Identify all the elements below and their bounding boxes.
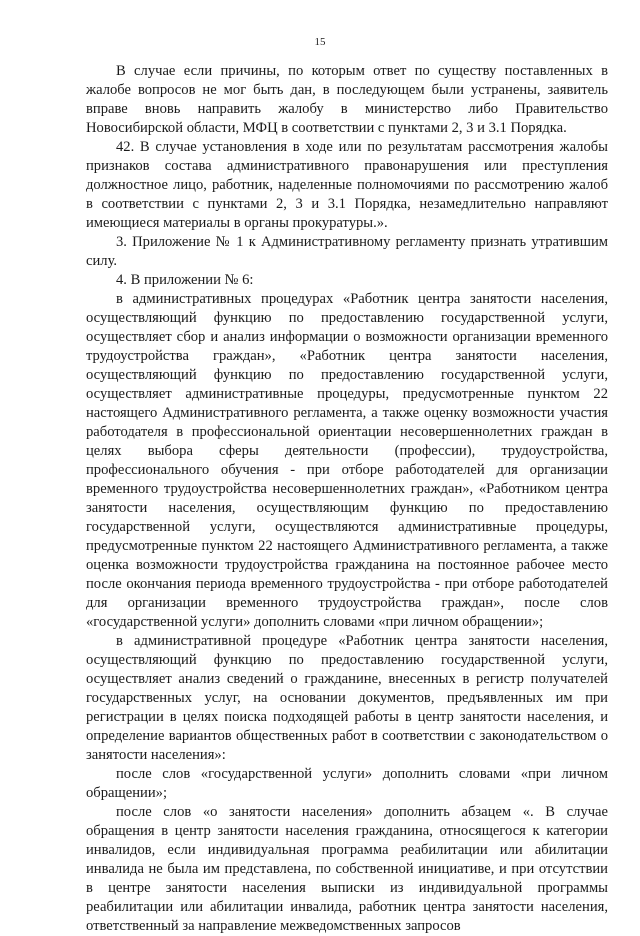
paragraph-42: 42. В случае установления в ходе или по результатам рассмотрения жалобы признаков состава административного правонарушения или преступления должностное лицо, работник, наделенные полномочиями по рассмотрению жалоб в соответствии с пунктами 2, 3 и 3.1 Порядка, незамедлительно направляют имеющиеся материалы в органы прокуратуры.». bbox=[86, 139, 608, 231]
paragraph-personal-appeal: после слов «государственной услуги» дополнить словами «при личном обращении»; bbox=[86, 766, 608, 801]
paragraph-disabled-citizens: после слов «о занятости населения» дополнить абзацем «. В случае обращения в центр занятости населения гражданина, относящегося к категории инвалидов, если индивидуальная программа реабилитации или абилитации инвалида не была им представлена, по собственной инициативе, и при отсутствии в центре занятости населения выписки из индивидуальной программы реабилитации или абилитации инвалида, работник центра занятости населения, ответственный за направление межведомственных запросов bbox=[86, 804, 608, 934]
document-body bbox=[86, 62, 608, 936]
paragraph-admin-procedure-analysis: в административной процедуре «Работник центра занятости населения, осуществляющий функцию по предоставлению государственной услуги, осуществляет анализ сведений о гражданине, внесенных в регистр получателей государственных услуг, на основании документов, предъявленных им при регистрации в целях поиска подходящей работы в центр занятости населения, и определение вариантов общественных работ в соответствии с законодательством о занятости населения»: bbox=[86, 633, 608, 763]
paragraph-4: 4. В приложении № 6: bbox=[116, 272, 254, 288]
page-number: 15 bbox=[314, 36, 326, 48]
paragraph-admin-procedures: в административных процедурах «Работник центра занятости населения, осуществляющий функцию по предоставлению государственной услуги, осуществляет сбор и анализ информации о возможности организации временного трудоустройства граждан», «Работник центра занятости населения, осуществляющий функцию по предоставлению государственной услуги, осуществляет административные процедуры, предусмотренные пунктом 22 настоящего Административного регламента, а также оценку возможности участия работодателя в профессиональной ориентации несовершеннолетних граждан в целях выбора сферы деятельности (профессии), трудоустройства, профессионального обучения - при отборе работодателей для организации временного трудоустройства несовершеннолетних граждан», «Работником центра занятости населения, осуществляющим функцию по предоставлению государственной услуги, осуществляются административные процедуры, предусмотренные пунктом 22 настоящего Административного регламента, а также оценка возможности трудоустройства гражданина на постоянное рабочее место после окончания периода временного трудоустройства - при отборе работодателей для организации временного трудоустройства граждан», после слов «государственной услуги» дополнить словами «при личном обращении»; bbox=[86, 291, 608, 630]
paragraph-complaint-resubmission: В случае если причины, по которым ответ по существу поставленных в жалобе вопросов не мог быть дан, в последующем были устранены, заявитель вправе вновь направить жалобу в министерство либо Правительство Новосибирской области, МФЦ в соответствии с пунктами 2, 3 и 3.1 Порядка. bbox=[86, 63, 608, 136]
paragraph-3: 3. Приложение № 1 к Административному регламенту признать утратившим силу. bbox=[86, 234, 608, 269]
